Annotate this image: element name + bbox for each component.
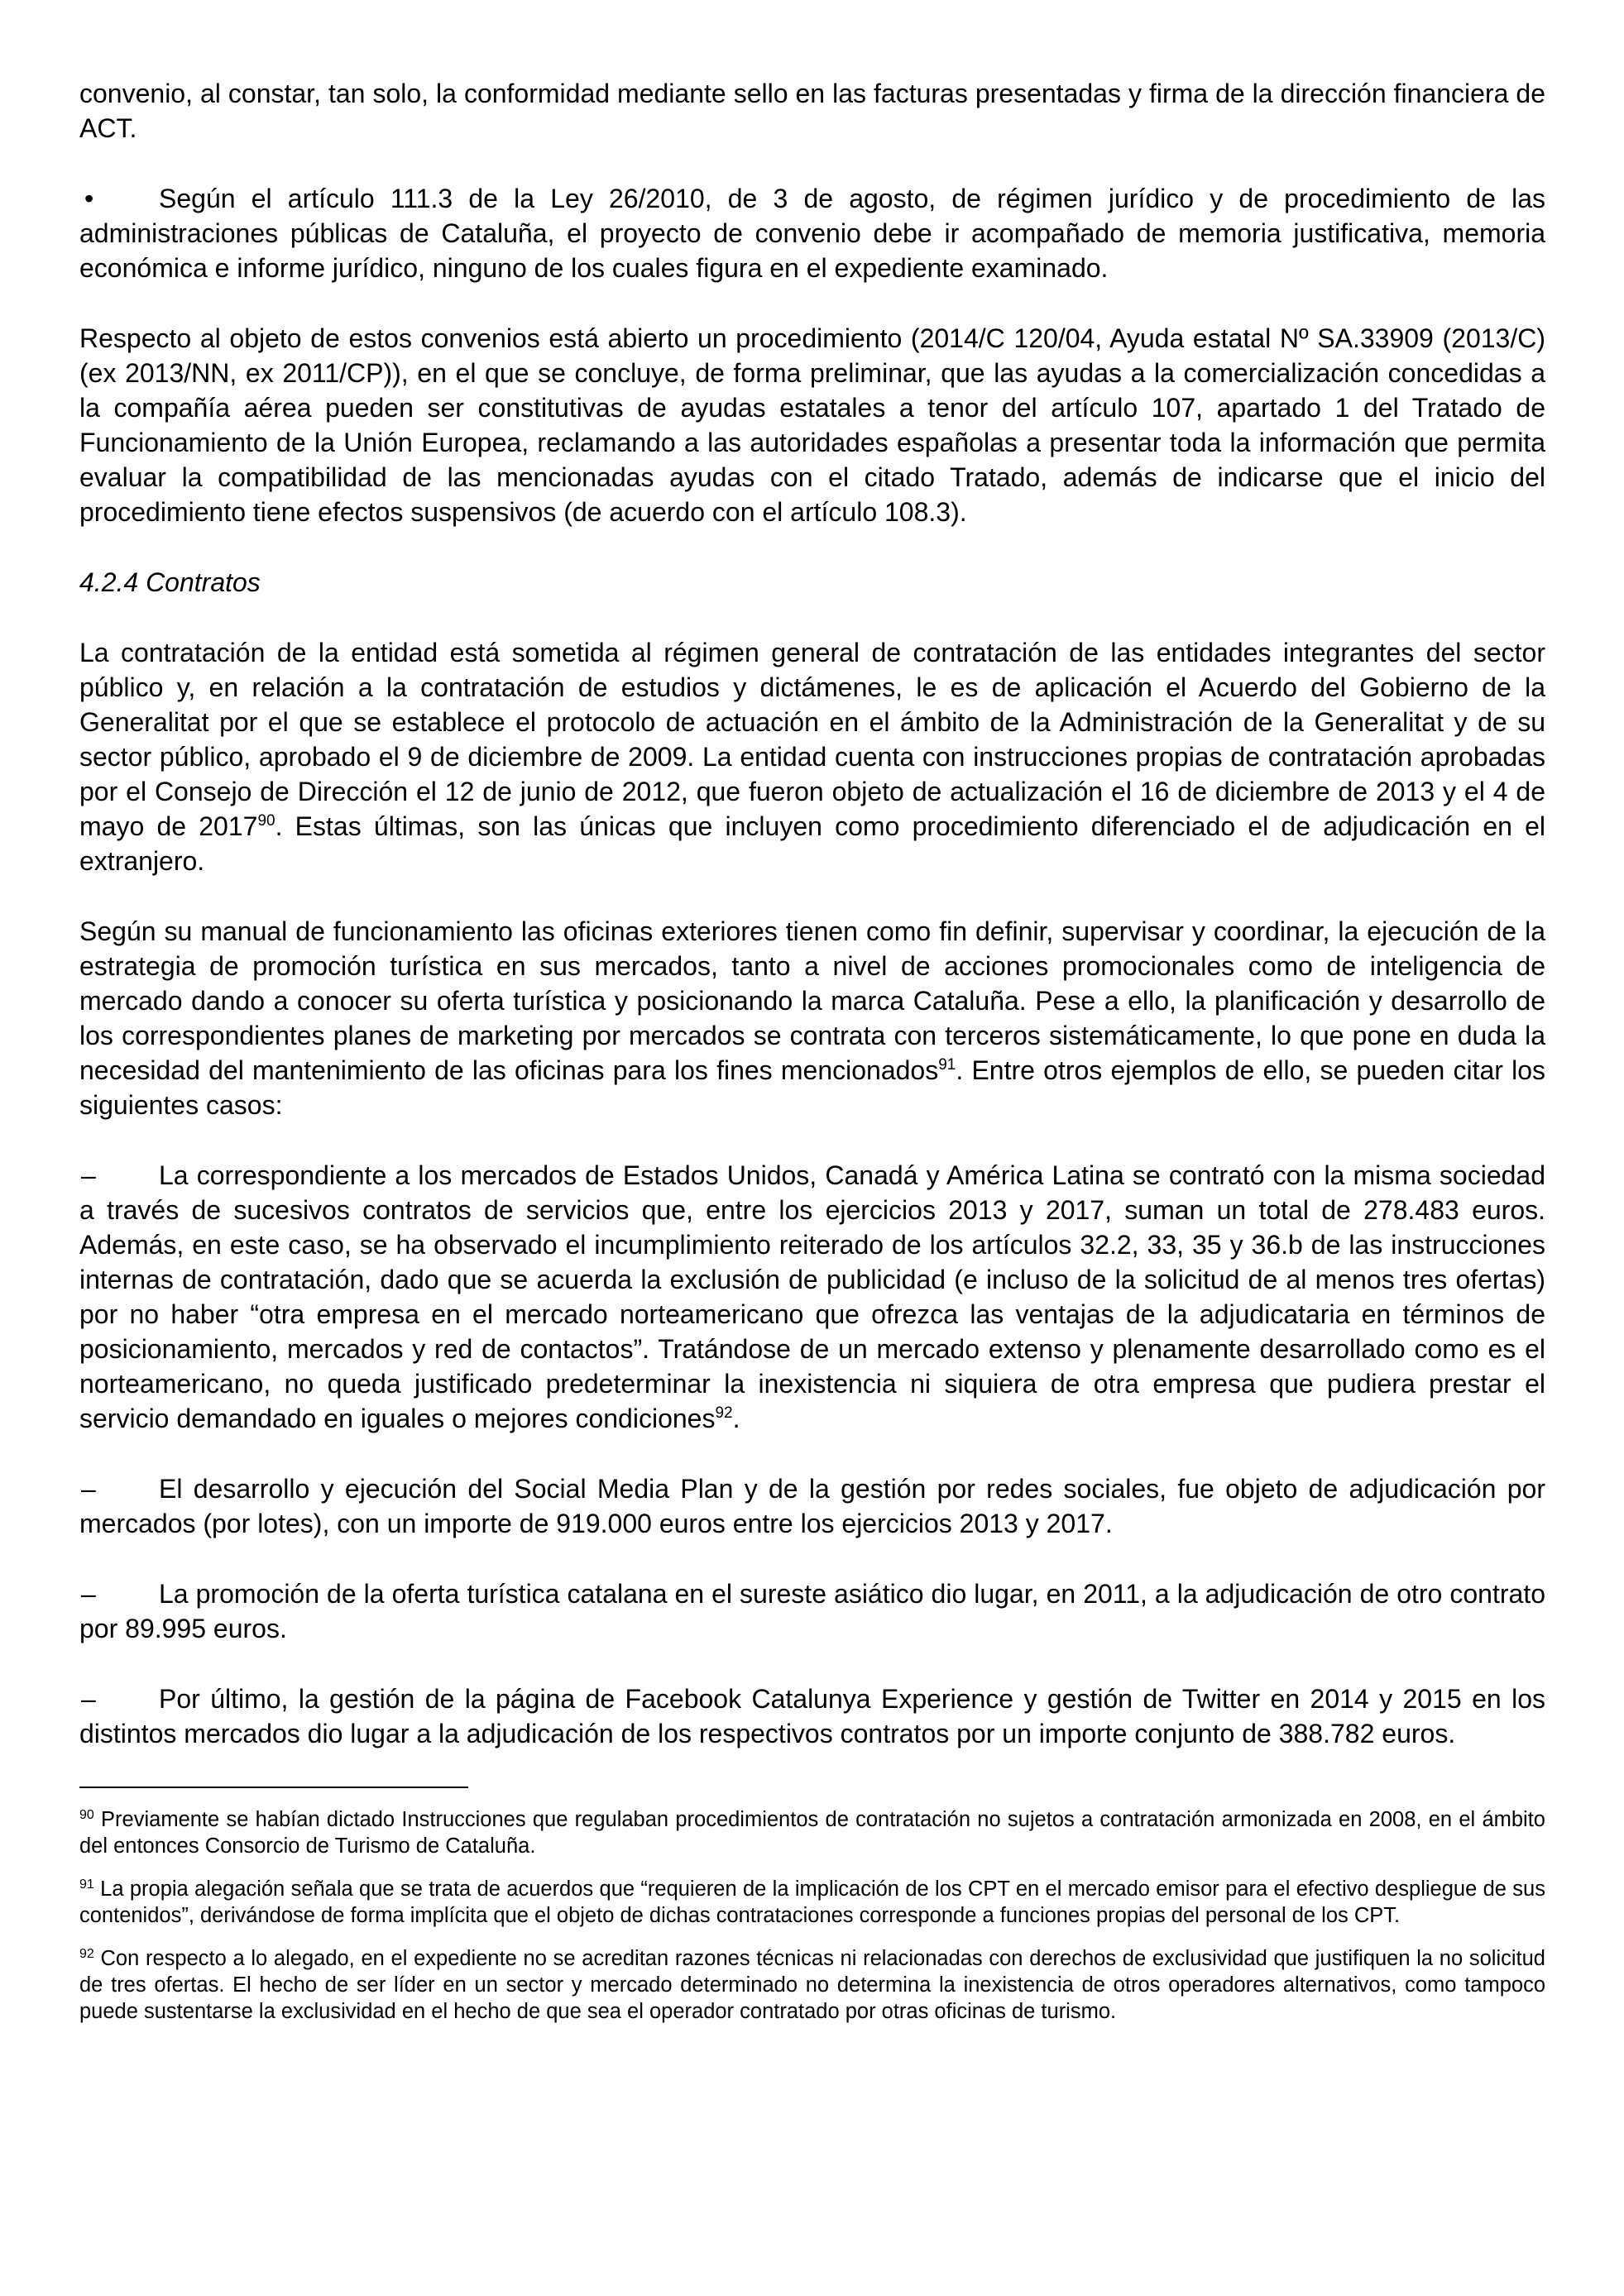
section-heading-contratos: 4.2.4 Contratos: [79, 567, 261, 597]
dash-item-text: El desarrollo y ejecución del Social Media Plan y de la gestión por redes sociales, fue objeto de adjudicación por mercados (por lotes), con un importe de 919.000 euros entre los ejercicios 2013 y 2017.: [79, 1474, 1545, 1538]
bullet-text: Según el artículo 111.3 de la Ley 26/2010, de 3 de agosto, de régimen jurídico y de procedimiento de las administraciones públicas de Cataluña, el proyecto de convenio debe ir acompañado de memoria justificativa, memoria económica e informe jurídico, ninguno de los cuales figura en el expediente examinado.: [79, 184, 1545, 283]
dash-item-social-media: [79, 1471, 1545, 1541]
dash-bullet-icon: [79, 1576, 159, 1611]
paragraph-text: . Entre otros ejemplos de ello, se pueden citar los siguientes casos:: [79, 1055, 1546, 1120]
footnote-ref-90[interactable]: 90: [257, 812, 275, 830]
paragraph-procedimiento-ayuda-estatal: [79, 321, 1545, 529]
bullet-icon: [79, 181, 159, 216]
footnote-number: 91: [79, 1877, 94, 1892]
bullet-item-articulo-111: [79, 181, 1545, 285]
footnote-91: [79, 1876, 1545, 1929]
footnote-text: Con respecto a lo alegado, en el expediente no se acreditan razones técnicas ni relacionadas con derechos de exclusividad que justifiquen la no solicitud de tres ofertas. El hecho de ser líder en un sector y mercado determinado no determina la inexistencia de otros operadores alternativos, como tampoco puede sustentarse la exclusividad en el hecho de que sea el operador contratado por otras oficinas de turismo.: [79, 1947, 1545, 2023]
dash-item-text: La promoción de la oferta turística catalana en el sureste asiático dio lugar, en 2011, a la adjudicación de otro contrato por 89.995 euros.: [79, 1579, 1545, 1643]
dash-bullet-icon: [79, 1681, 159, 1716]
paragraph-oficinas-exteriores: [79, 914, 1545, 1122]
paragraph-text: convenio, al constar, tan solo, la conformidad mediante sello en las facturas presentadas y firma de la dirección financiera de ACT.: [79, 79, 1545, 143]
footnote-ref-91[interactable]: 91: [938, 1056, 956, 1074]
footnote-ref-92[interactable]: 92: [715, 1404, 733, 1422]
footnote-number: 90: [79, 1808, 94, 1822]
footnote-separator: [79, 1787, 468, 1788]
footnote-number: 92: [79, 1947, 94, 1961]
footnote-text: La propia alegación señala que se trata de acuerdos que “requieren de la implicación de los CPT en el mercado emisor para el efectivo despliegue de sus contenidos”, derivándose de forma implícita que el objeto de dichas contrataciones corresponde a funciones propias del personal de los CPT.: [79, 1877, 1545, 1927]
footnote-90: [79, 1806, 1545, 1859]
paragraph-text: Respecto al objeto de estos convenios está abierto un procedimiento (2014/C 120/04, Ayuda estatal Nº SA.33909 (2013/C)(ex 2013/NN, ex 2011/CP)), en el que se concluye, de forma preliminar, que las ayudas a la comercialización concedidas a la compañía aérea pueden ser constitutivas de ayudas estatales a tenor del artículo 107, apartado 1 del Tratado de Funcionamiento de la Unión Europea, reclamando a las autoridades españolas a presentar toda la información que permita evaluar la compatibilidad de las mencionadas ayudas con el citado Tratado, además de indicarse que el inicio del procedimiento tiene efectos suspensivos (de acuerdo con el artículo 108.3).: [79, 323, 1545, 527]
dash-item-facebook-twitter: [79, 1681, 1545, 1751]
dash-item-text: Por último, la gestión de la página de Facebook Catalunya Experience y gestión de Twitter en 2014 y 2015 en los distintos mercados dio lugar a la adjudicación de los respectivos contratos por un importe conjunto de 388.782 euros.: [79, 1684, 1545, 1748]
dash-item-text: .: [732, 1404, 740, 1433]
dash-item-sureste-asiatico: [79, 1576, 1545, 1646]
dash-item-estados-unidos: [79, 1158, 1545, 1436]
dash-bullet-icon: [79, 1471, 159, 1506]
paragraph-convenio-conformidad: [79, 76, 1545, 146]
dash-item-text: La correspondiente a los mercados de Estados Unidos, Canadá y América Latina se contrató con la misma sociedad a través de sucesivos contratos de servicios que, entre los ejercicios 2013 y 2017, suman un total de 278.483 euros. Además, en este caso, se ha observado el incumplimiento reiterado de los artículos 32.2, 33, 35 y 36.b de las instrucciones internas de contratación, dado que se acuerda la exclusión de publicidad (e incluso de la solicitud de al menos tres ofertas) por no haber “otra empresa en el mercado norteamericano que ofrezca las ventajas de la adjudicataria en términos de posicionamiento, mercados y red de contactos”. Tratándose de un mercado extenso y plenamente desarrollado como es el norteamericano, no queda justificado predeterminar la inexistencia ni siquiera de otra empresa que pudiera prestar el servicio demandado en iguales o mejores condiciones: [79, 1160, 1545, 1433]
footnote-92: [79, 1945, 1545, 2025]
footnote-text: Previamente se habían dictado Instrucciones que regulaban procedimientos de contratación no sujetos a contratación armonizada en 2008, en el ámbito del entonces Consorcio de Turismo de Cataluña.: [79, 1808, 1545, 1858]
paragraph-contratacion-entidad: [79, 635, 1545, 878]
paragraph-text: . Estas últimas, son las únicas que incluyen como procedimiento diferenciado el de adjudicación en el extranjero.: [79, 811, 1546, 876]
paragraph-text: Según su manual de funcionamiento las oficinas exteriores tienen como fin definir, supervisar y coordinar, la ejecución de la estrategia de promoción turística en sus mercados, tanto a nivel de acciones promocionales como de inteligencia de mercado dando a conocer su oferta turística y posicionando la marca Cataluña. Pese a ello, la planificación y desarrollo de los correspondientes planes de marketing por mercados se contrata con terceros sistemáticamente, lo que pone en duda la necesidad del mantenimiento de las oficinas para los fines mencionados: [79, 916, 1545, 1085]
paragraph-text: La contratación de la entidad está sometida al régimen general de contratación de las entidades integrantes del sector público y, en relación a la contratación de estudios y dictámenes, le es de aplicación el Acuerdo del Gobierno de la Generalitat por el que se establece el protocolo de actuación en el ámbito de la Administración de la Generalitat y de su sector público, aprobado el 9 de diciembre de 2009. La entidad cuenta con instrucciones propias de contratación aprobadas por el Consejo de Dirección el 12 de junio de 2012, que fueron objeto de actualización el 16 de diciembre de 2013 y el 4 de mayo de 2017: [79, 638, 1545, 841]
dash-bullet-icon: [79, 1158, 159, 1193]
